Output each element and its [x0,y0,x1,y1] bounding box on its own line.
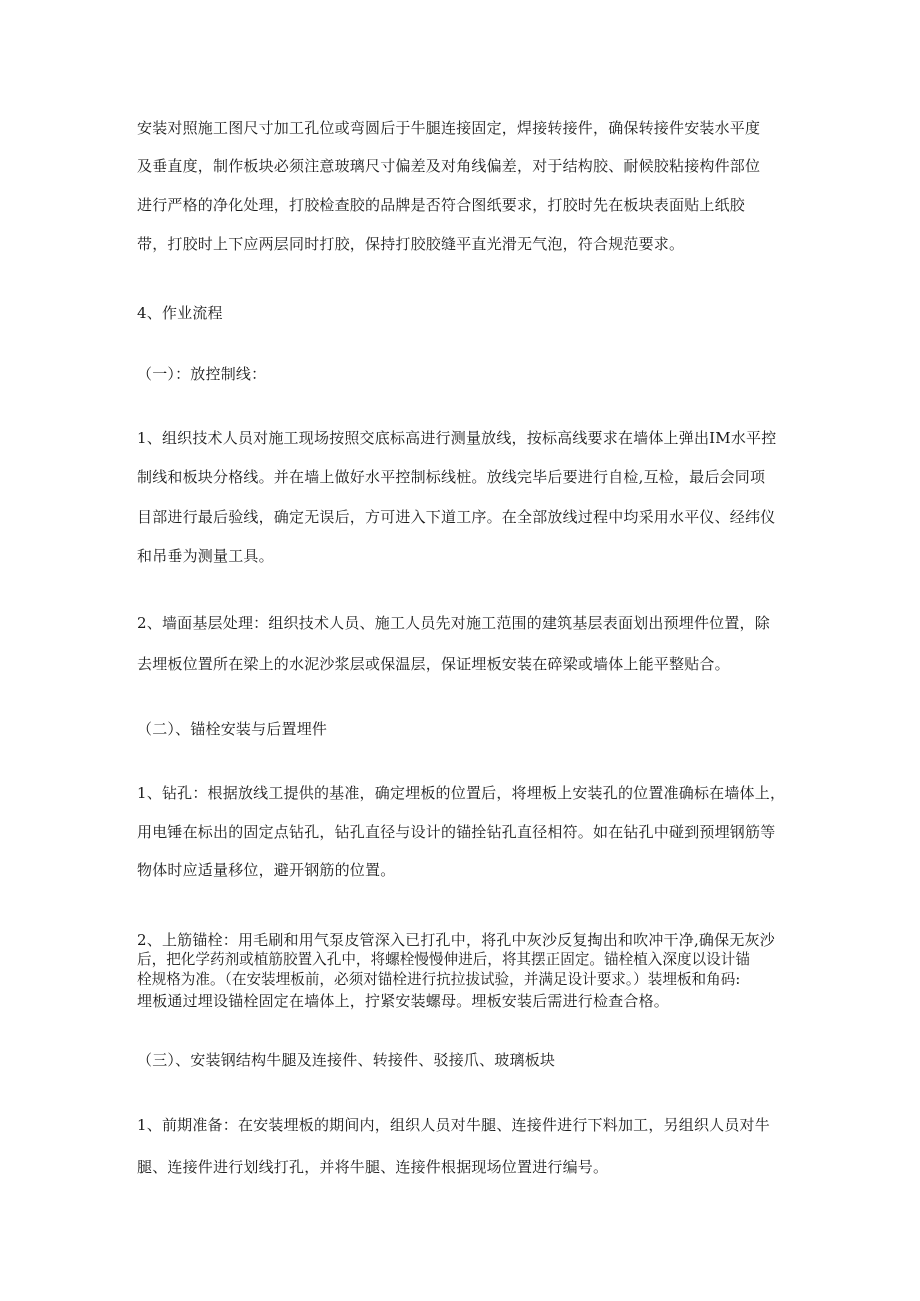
text-line: 2、上筋锚栓：用毛刷和用气泵皮管深入已打孔中，将孔中灰沙反复掏出和吹冲干净,确保无灰沙 [137,931,775,949]
text-line: 及垂直度，制作板块必须注意玻璃尺寸偏差及对角线偏差，对于结构胶、耐候胶粘接构件部位 [137,157,761,175]
subsection-heading: （三）、安装钢结构牛腿及连接件、转接件、驳接爪、玻璃板块 [137,1051,556,1069]
text-line: 带，打胶时上下应两层同时打胶，保持打胶胶缝平直光滑无气泡，符合规范要求。 [137,235,685,253]
subsection-heading: （一）：放控制线： [137,365,267,383]
text-line: 物体时应适量移位，避开钢筋的位置。 [137,861,396,879]
text-line: 1、钻孔：根据放线工提供的基准，确定埋板的位置后，将埋板上安装孔的位置准确标在墙体上， [137,784,786,802]
text-line: 安装对照施工图尺寸加工孔位或弯圆后于牛腿连接固定，焊接转接件，确保转接件安装水平度 [137,119,761,137]
text-line: 去埋板位置所在梁上的水泥沙浆层或保温层，保证埋板安装在碎梁或墙体上能平整贴合。 [137,655,730,673]
text-line: 进行严格的净化处理，打胶检查胶的品牌是否符合图纸要求，打胶时先在板块表面贴上纸胶 [137,196,746,214]
text-line: 1、组织技术人员对施工现场按照交底标高进行测量放线，按标高线要求在墙体上弹出IM水平控 [137,429,777,447]
text-line: 和吊垂为测量工具。 [137,547,274,565]
text-line: 1、前期准备：在安装埋板的期间内，组织人员对牛腿、连接件进行下料加工，另组织人员对牛 [137,1116,770,1134]
text-line: 制线和板块分格线。并在墙上做好水平控制标线桩。放线完毕后要进行自检,互检，最后会同项 [137,468,766,486]
text-line: 目部进行最后验线，确定无误后，方可进入下道工序。在全部放线过程中均采用水平仪、经纬仪 [137,508,776,526]
text-line: 埋板通过埋设锚栓固定在墙体上，拧紧安装螺母。埋板安装后需进行检查合格。 [137,992,670,1010]
text-line: 腿、连接件进行划线打孔，并将牛腿、连接件根据现场位置进行编号。 [137,1158,609,1176]
text-line: 栓规格为准。（在安装埋板前，必须对锚栓进行抗拉拔试验，并满足设计要求。）装埋板和角码: [137,971,741,988]
subsection-heading: （二）、锚栓安装与后置埋件 [137,720,328,738]
text-line: 2、墙面基层处理：组织技术人员、施工人员先对施工范围的建筑基层表面划出预埋件位置，除 [137,614,770,632]
text-line: 用电锤在标出的固定点钻孔，钻孔直径与设计的锚拴钻孔直径相符。如在钻孔中碰到预埋钢筋等 [137,823,776,841]
section-heading: 4、作业流程 [137,304,223,322]
text-line: 后，把化学药剂或植筋胶置入孔中，将螺栓慢慢伸进后，将其摆正固定。锚栓植入深度以设计锚 [137,951,750,968]
